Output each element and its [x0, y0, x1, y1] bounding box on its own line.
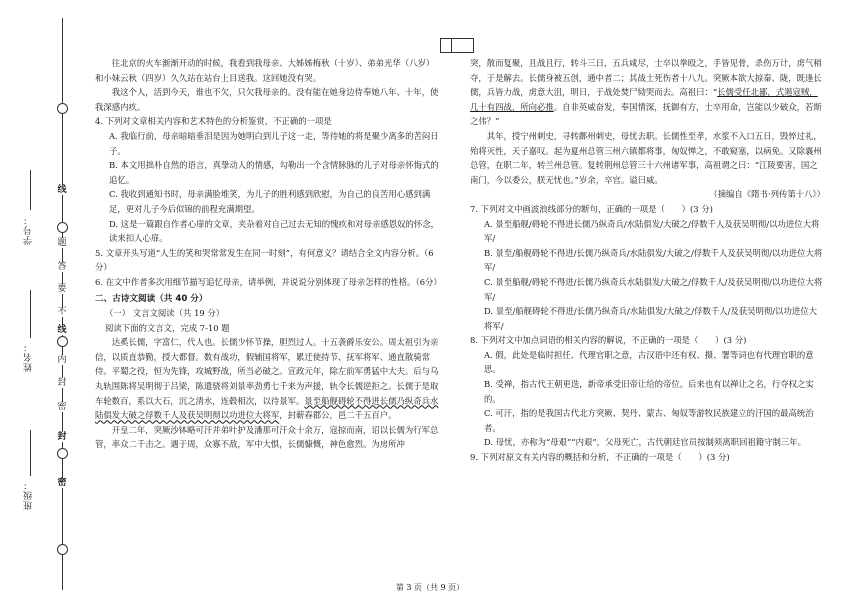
seal-char: 密 — [55, 402, 69, 412]
classical-text: 突，散而复聚，且战且行，转斗三日，五兵咸尽，士卒以拳殴之，手皆见骨，杀伤万计，虏气稍夺，于是解去。长儒身被五创，通中者二；其战士死伤者十八九。突厥本欲大掠秦、陇，既逢长儒，兵皆力战，虏意大沮，明日，于战处焚尸恸哭而去。高祖曰：“ — [470, 58, 822, 98]
question-5: 5. 文章开头写道“人生的笑和哭常常发生在同一时刻”，有何意义？请结合全文内容分析。（6分） — [95, 247, 434, 273]
subsection-heading: （一） 文言文阅读（共 19 分） — [105, 308, 225, 319]
name-label: 姓名： — [24, 342, 34, 372]
name-line — [30, 290, 31, 338]
seal-char: 封 — [55, 378, 69, 388]
binding-strip — [0, 0, 88, 608]
seal-char: 线 — [55, 325, 69, 335]
binding-hole — [57, 222, 68, 233]
binding-hole — [57, 103, 68, 114]
question-7: 7. 下列对文中画波浪线部分的断句，正确的一项是（ ）(3 分) — [470, 203, 713, 214]
right-column — [470, 56, 825, 465]
question-4-option-a: A. 我临行前，母亲暗暗垂泪是因为她明白到儿子这一走，等待她的将是聚少离多的苦闷日子。 — [109, 130, 439, 156]
classical-text: ，封蕲春郡公，邑二千五百户。 — [279, 410, 397, 421]
score-box — [440, 38, 474, 53]
question-8-option-d: D. 母忧，亦称为“母艰”“内艰”，父母死亡，古代朝廷官员按制须离职回祖籍守制三年。 — [484, 437, 806, 448]
left-column — [95, 56, 440, 452]
seal-char: 要 — [55, 284, 69, 294]
question-8-option-a: A. 假，此处是临时担任、代理官职之意，古汉语中还有权、摄、署等词也有代理官职的意思。 — [484, 349, 814, 375]
question-4-option-d: D. 这是一篇跟自作者心扉的文章，夹杂着对自己过去无知的愧疚和对母亲感恩奴的怀念，读来扣人心扉。 — [109, 218, 439, 244]
classical-passage — [95, 335, 440, 423]
question-9: 9. 下列对原文有关内容的概括和分析，不正确的一项是（ ）(3 分) — [470, 452, 730, 463]
question-7-option-c: C. 景至船舰/碍轮不得进/长儒乃纵奇兵水陆俱发/大破之/俘数千人/及获吴明彻/以功进位大将军/ — [484, 276, 823, 302]
classical-text: 达奚长儒，字富仁，代人也。长儒少怀节操，胆烈过人。十五袭爵乐安公。周太祖引为亲信，以质直恭勤，授大都督。数有战功，假辅国将军，累迁使持节、抚军将军、通直散骑常侍。平蜀之役，恒为先锋，攻城野战，所当必破之。宣政元年，除左前军勇猛中大夫。后与乌丸轨围陈将吴明彻于吕梁，陈遣骁将刘景率劲勇七千来为声援，轨令长儒逆拒之。长儒于是取车轮数百，系以大石，沉之清水，连毂相次，以待景军。 — [95, 337, 439, 406]
seal-char: 线 — [55, 185, 69, 195]
wavy-underlined-text: 景至船舰碍轮不得进长儒乃纵奇兵水陆俱发大破之俘数千人及获吴明彻以功进位大将军 — [95, 395, 439, 421]
student-id-label: 学号： — [24, 215, 34, 245]
section-heading: 二、古诗文阅读（共 40 分） — [95, 293, 208, 304]
question-4: 4. 下列对文章相关内容和艺术特色的分析鉴赏，不正确的一项是 — [95, 116, 332, 127]
question-7-option-b: B. 景至/船舰碍轮不得进/长儒乃纵奇兵/水陆俱发/大破之/俘数千人及获吴明彻/以功进位大将军/ — [484, 247, 823, 273]
page-footer: 第 3 页（共 9 页） — [395, 583, 465, 592]
classical-passage: 其年，授宁州刺史，寻转鄜州刺史，母忧去职。长儒性至孝，水浆不入口五日，毁悴过礼，殆将灭性，天子嘉叹。起为夏州总管三州六镇都将事，匈奴惮之，不敢窥塞，以病免。又除襄州总管，在职二年，转兰州总管。复转荆州总管三十六州诸军事，高祖谓之曰：“江陵要害，国之南门，今以委公，朕无忧也。”岁余，卒官。谥曰威。 — [470, 130, 822, 185]
question-8: 8. 下列对文中加点词语的相关内容的解说，不正确的一项是（ ）(3 分) — [470, 335, 747, 346]
seal-char: 密 — [55, 478, 69, 488]
class-label: 班级： — [24, 480, 34, 510]
classical-text: 。自非英威奋发，奉国情深，抚御有方，士卒用命，岂能以少破众，若斯之伟？” — [470, 101, 822, 127]
question-8-option-b: B. 受禅，指古代王朝更迭，新帝承受旧帝让给的帝位。后来也有以禅让之名，行夺权之实的。 — [484, 379, 814, 404]
classical-passage: 开皇二年，突厥沙钵略可汗并弟叶护及潘那可汗众十余万，寇掠而南，诏以长儒为行军总管，率众二千击之。遇于周，众寡不敌，军中大惧，长儒慷慨，神色愈烈。为房所冲 — [95, 424, 439, 450]
classical-passage — [470, 56, 825, 129]
passage-paragraph: 往北京的火车渐渐开动的时候，我看到我母亲、大姊姊梅秋（十岁）、弟弟光华（八岁）和小妹云秋（四岁）久久站在站台上目送我。这回她没有哭。 — [95, 58, 435, 83]
seal-char: 不 — [55, 307, 69, 317]
class-line — [30, 430, 31, 476]
seal-char: 封 — [55, 432, 69, 442]
underlined-text: 长儒受任北鄙，式遏寇贼，几十有四战，所向必推 — [470, 87, 818, 112]
question-7-option-a: A. 景至船舰/碍轮不得进长儒乃纵奇兵/水陆俱发/大破之/俘数千人及获吴明彻/以功进位大将军/ — [484, 218, 820, 244]
passage-paragraph: 我这个人，活到今天，谁也不欠，只欠我母亲的。没有能在她身边侍奉她八年、十年，使我深感内疚。 — [95, 87, 439, 112]
binding-hole — [57, 544, 68, 555]
seal-char: 答 — [55, 262, 69, 272]
binding-hole — [57, 336, 68, 347]
binding-hole — [57, 448, 68, 459]
source-citation: （摘编自《隋书·列传第十八》） — [709, 189, 825, 200]
instructions: 阅读下面的文言文，完成 7-10 题 — [105, 322, 230, 333]
question-4-option-b: B. 本文用拙朴自然的语言，真挚动人的情感，勾勒出一个含情脉脉的儿子对母亲怀悔式的追忆。 — [109, 160, 439, 185]
seal-char: 内 — [55, 355, 69, 365]
seal-char: 题 — [55, 238, 69, 248]
question-6: 6. 在文中作者多次用细节描写追忆母亲，请举例，并说说分别体现了母亲怎样的性格。（6分） — [95, 276, 442, 287]
question-7-option-d: D. 景至/船舰碍轮不得进/长儒乃纵奇兵/水陆俱发/大破之/俘数千人/及获吴明彻/以功进位大将军/ — [484, 306, 817, 331]
student-id-line — [30, 170, 31, 210]
question-8-option-c: C. 可汗，指的是我国古代北方突厥、契丹、蒙古、匈奴等游牧民族建立的汗国的最高统治者。 — [484, 408, 814, 433]
question-4-option-c: C. 我收到通知书时，母亲满脸堆笑，为儿子的胜利感到欣慰，为自己的良苦用心感到满足，更对儿子今后似锦的前程充满期望。 — [109, 189, 431, 214]
